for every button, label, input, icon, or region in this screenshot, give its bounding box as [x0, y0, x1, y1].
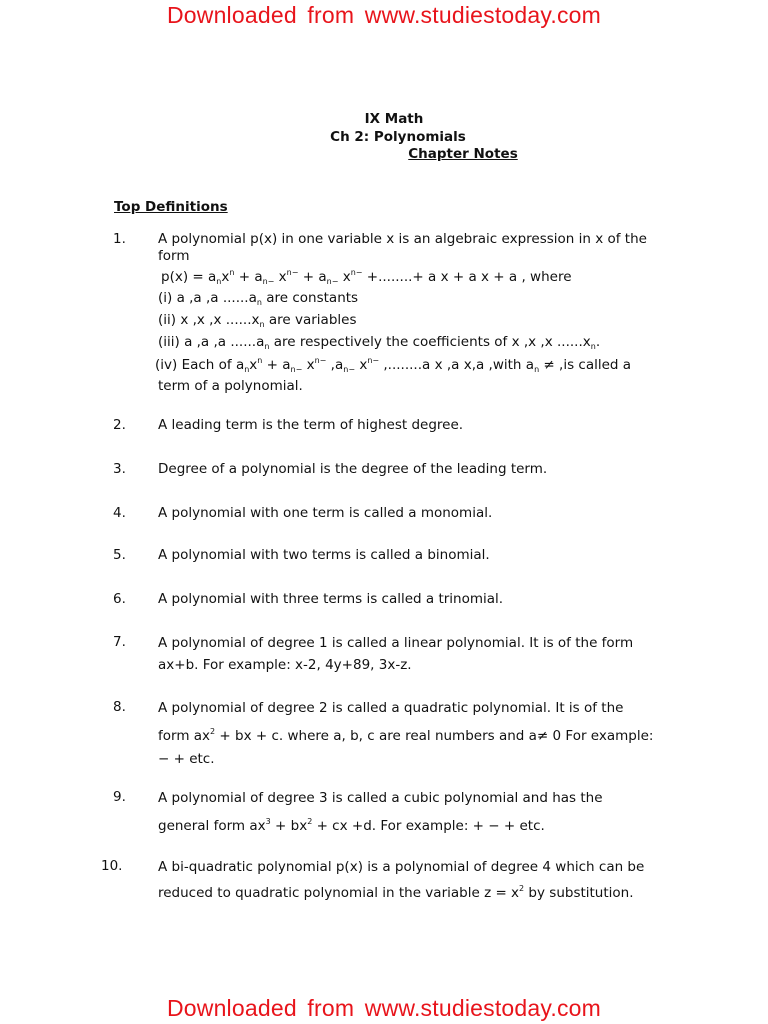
- polynomial-terms: (iv) Each of $a_nx^n + a_{n-}$ $x^{n-}$ $,a_{n-}$ $x^{n-}$ ,........a x ,a x,a ,with $a_n \ne ,is$ called a: [155, 356, 632, 374]
- doc-chapter: Ch 2: Polynomials: [330, 129, 466, 145]
- item-number: 6.: [113, 591, 126, 607]
- item-text: A polynomial p(x) in one variable x is an algebraic expression in x of the form: [158, 231, 647, 264]
- item-number: 10.: [101, 858, 123, 874]
- doc-subject: IX Math: [364, 111, 424, 127]
- item-number: 3.: [113, 461, 126, 477]
- item-text: A polynomial of degree 1 is called a linear polynomial. It is of the form ax+b. For example: x-2, 4y+89, 3x-z.: [158, 635, 634, 673]
- item-text: A leading term is the term of highest degree.: [158, 417, 464, 433]
- item-text: A polynomial with two terms is called a binomial.: [158, 547, 490, 563]
- download-banner-bottom[interactable]: Downloaded from www.studiestoday.com: [166, 995, 602, 1021]
- section-title: Top Definitions: [114, 199, 228, 215]
- polynomial-variables: (ii) x ,x ,x $......x_n$ are variables: [158, 312, 357, 329]
- item-number: 5.: [113, 547, 126, 563]
- item-number: 9.: [113, 789, 126, 805]
- item-text: A bi-quadratic polynomial p(x) is a polynomial of degree 4 which can be reduced to quadratic polynomial in the variable $z = x^2$ by substitution.: [158, 859, 645, 901]
- item-number: 1.: [113, 231, 126, 247]
- item-number: 4.: [113, 505, 126, 521]
- doc-title: Chapter Notes: [408, 146, 518, 162]
- polynomial-constants: (i) a ,a ,a $......a_n$ are constants: [158, 290, 359, 307]
- download-banner-top[interactable]: Downloaded from www.studiestoday.com: [166, 2, 602, 28]
- item-text: A polynomial with one term is called a monomial.: [158, 505, 493, 521]
- item-number: 8.: [113, 699, 126, 715]
- item-text: Degree of a polynomial is the degree of the leading term.: [158, 461, 548, 477]
- item-text: A polynomial with three terms is called a trinomial.: [158, 591, 504, 607]
- polynomial-form: $p(x) = a_nx^n + a_{n-}$ $x^{n-} + a_{n-}$ $x^{n-}$ +........+ a x + a x + a , where: [161, 268, 572, 286]
- item-number: 7.: [113, 634, 126, 650]
- polynomial-terms-end: term of a polynomial.: [158, 378, 303, 394]
- item-text: A polynomial of degree 3 is called a cubic polynomial and has the general form $ax^3 + bx^2$ + cx +d. For example: + − + etc.: [158, 790, 603, 834]
- item-text: A polynomial of degree 2 is called a quadratic polynomial. It is of the form $ax^2$ + bx + c. where a, b, c are real numbers and a≠ 0 For example: − + etc.: [158, 700, 654, 767]
- polynomial-coefficients: (iii) a ,a ,a $......a_n$ are respectively the coefficients of x ,x ,x $......x_n$.: [158, 334, 601, 351]
- item-number: 2.: [113, 417, 126, 433]
